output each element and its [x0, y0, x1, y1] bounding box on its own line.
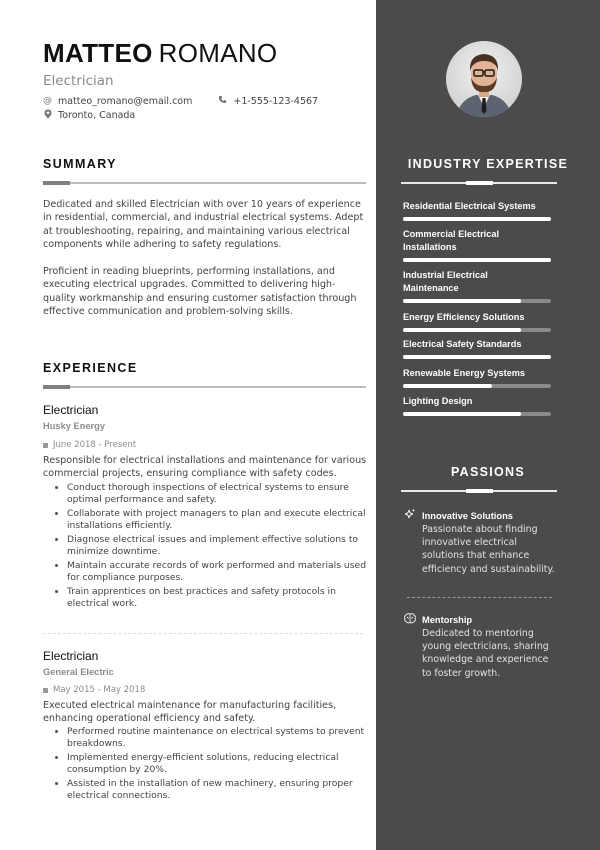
summary-paragraph-2: Proficient in reading blueprints, performing installations, and executing electrical upgrades. Committed to delivering high-quality workmanship and ensuring customer satisfaction through effective communication and problem-solving skills. [43, 266, 357, 318]
passion-separator [407, 597, 552, 598]
skill-bar-fill [403, 299, 521, 303]
list-item: Collaborate with project managers to plan and execute electrical installations efficiently. [55, 508, 368, 531]
skill-item [403, 311, 553, 332]
job-company-1: Husky Energy [43, 421, 106, 431]
skill-item [403, 200, 553, 221]
sparkles-icon [403, 508, 416, 523]
job-bullets-2 [55, 726, 368, 804]
list-item: Assisted in the installation of new machinery, ensuring proper electrical connections. [55, 778, 368, 801]
job-dates-2: May 2015 - May 2018 [43, 685, 145, 695]
skill-bar [403, 328, 551, 332]
list-item: Diagnose electrical issues and implement effective solutions to minimize downtime. [55, 534, 368, 557]
passion-description: Passionate about finding innovative electrical solutions that enhance efficiency and sustainability. [422, 524, 555, 575]
job-dates-1: June 2018 - Present [43, 440, 136, 450]
phone[interactable]: +1-555-123-4567 [233, 95, 319, 107]
list-item: Conduct thorough inspections of electrical systems to ensure optimal performance and safety. [55, 482, 368, 505]
skill-item [403, 395, 553, 416]
skill-item [403, 338, 553, 359]
list-item: Maintain accurate records of work performed and materials used for compliance purposes. [55, 560, 368, 583]
list-item: Train apprentices on best practices and safety protocols in electrical work. [55, 586, 368, 609]
skill-bar [403, 258, 551, 262]
skill-label: Residential Electrical Systems [403, 201, 536, 211]
skill-label: Industrial Electrical Maintenance [403, 270, 488, 293]
passion-description: Dedicated to mentoring young electricians, sharing knowledge and experience to foster growth. [422, 628, 549, 679]
skill-bar-fill [403, 384, 492, 388]
passion-item [403, 613, 558, 680]
brain-icon [403, 613, 416, 627]
skill-bar [403, 412, 551, 416]
last-name: ROMANO [158, 38, 278, 68]
list-item: Implemented energy-efficient solutions, reducing electrical consumption by 20%. [55, 752, 368, 775]
skill-bar-fill [403, 258, 551, 262]
at-icon: @ [43, 96, 52, 106]
location: Toronto, Canada [58, 110, 136, 121]
passion-title: Mentorship [422, 615, 473, 625]
skill-bar-fill [403, 217, 551, 221]
skill-label: Lighting Design [403, 396, 473, 406]
skill-item [403, 269, 553, 303]
calendar-icon [43, 688, 48, 693]
summary-divider [43, 182, 366, 184]
passions-divider [401, 490, 557, 492]
email[interactable]: matteo_romano@email.com [58, 95, 193, 107]
calendar-icon [43, 443, 48, 448]
skill-bar [403, 355, 551, 359]
skill-bar-fill [403, 328, 521, 332]
experience-heading: EXPERIENCE [43, 361, 138, 375]
list-item: Performed routine maintenance on electrical systems to prevent breakdowns. [55, 726, 368, 749]
job-bullets-1 [55, 482, 368, 612]
skill-label: Commercial Electrical Installations [403, 229, 500, 252]
job-title-1: Electrician [43, 403, 99, 417]
skill-bar [403, 217, 551, 221]
summary-paragraph-1: Dedicated and skilled Electrician with over 10 years of experience in residential, commercial, and industrial electrical systems. Adept at troubleshooting, repairing, and maintaining various electrical components while adhering to safety regulations. [43, 199, 364, 251]
candidate-name [43, 38, 277, 69]
skill-bar-fill [403, 355, 551, 359]
skill-label: Energy Efficiency Solutions [403, 312, 525, 322]
location-row [43, 109, 135, 122]
skill-bar-fill [403, 412, 521, 416]
skill-item [403, 228, 553, 262]
job-separator [43, 633, 363, 634]
first-name: MATTEO [43, 38, 153, 68]
skill-bar [403, 299, 551, 303]
skill-label: Electrical Safety Standards [403, 339, 522, 349]
expertise-divider [401, 182, 557, 184]
skill-item [403, 367, 553, 388]
summary-heading: SUMMARY [43, 157, 117, 171]
job-description-1: Responsible for electrical installations and maintenance for various commercial projects, ensuring compliance with safety codes. [43, 455, 367, 480]
job-title: Electrician [43, 73, 114, 89]
passion-item [403, 508, 558, 576]
map-pin-icon [43, 109, 52, 122]
skill-label: Renewable Energy Systems [403, 368, 526, 378]
expertise-heading: INDUSTRY EXPERTISE [407, 157, 569, 171]
passions-heading: PASSIONS [450, 465, 526, 479]
sidebar [376, 0, 600, 850]
job-title-2: Electrician [43, 649, 99, 663]
skill-bar [403, 384, 551, 388]
profile-photo [446, 41, 522, 117]
experience-divider [43, 386, 366, 388]
job-company-2: General Electric [43, 667, 114, 677]
passion-title: Innovative Solutions [422, 510, 513, 521]
job-description-2: Executed electrical maintenance for manufacturing facilities, enhancing operational efficiency and safety. [43, 700, 337, 725]
phone-icon [218, 95, 227, 107]
contact-row [43, 95, 318, 107]
